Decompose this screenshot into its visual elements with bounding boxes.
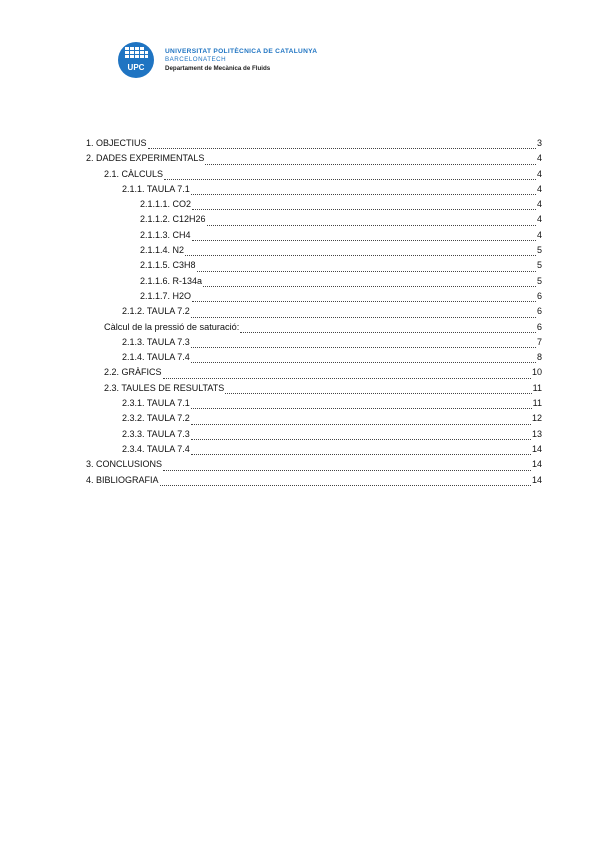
toc-leader-dots: [191, 362, 536, 363]
university-name: UNIVERSITAT POLITÈCNICA DE CATALUNYA: [165, 47, 318, 55]
toc-entry-page: 6: [536, 306, 542, 317]
toc-leader-dots: [160, 485, 531, 486]
toc-entry-label: 2.3. TAULES DE RESULTATS: [104, 382, 225, 393]
toc-entry-label: 2.1.1.7. H2O: [140, 290, 192, 301]
toc-entry-label: 1. OBJECTIUS: [86, 138, 147, 148]
toc-entry-label: 3. CONCLUSIONS: [86, 459, 163, 470]
table-of-contents: [86, 136, 542, 488]
toc-leader-dots: [191, 424, 531, 425]
toc-entry-page: 12: [531, 413, 542, 424]
toc-entry-label: 4. BIBLIOGRAFIA: [86, 474, 159, 485]
toc-entry-page: 10: [531, 367, 542, 378]
toc-entry-label: 2.2. GRÀFICS: [104, 367, 162, 378]
toc-entry[interactable]: [86, 167, 542, 182]
toc-entry-page: 4: [536, 153, 542, 164]
toc-entry-page: 3: [536, 138, 542, 148]
toc-entry-page: 14: [531, 459, 542, 470]
toc-entry-page: 4: [536, 214, 542, 225]
toc-entry-page: 4: [536, 229, 542, 240]
toc-entry-label: 2.1.1.4. N2: [140, 245, 185, 256]
toc-leader-dots: [148, 148, 536, 149]
toc-entry-page: 14: [531, 474, 542, 485]
toc-leader-dots: [225, 393, 531, 394]
toc-entry[interactable]: [86, 228, 542, 243]
department-name: Departament de Mecànica de Fluids: [165, 64, 271, 72]
toc-entry[interactable]: [86, 182, 542, 197]
toc-entry-page: 5: [536, 275, 542, 286]
toc-leader-dots: [203, 286, 536, 287]
toc-leader-dots: [164, 179, 536, 180]
toc-entry-label: 2.3.1. TAULA 7.1: [122, 398, 190, 409]
toc-entry-page: 4: [536, 183, 542, 194]
toc-entry-page: 14: [531, 443, 542, 454]
toc-entry[interactable]: [86, 365, 542, 380]
toc-entry[interactable]: [86, 274, 542, 289]
upc-logo: [117, 41, 159, 79]
toc-leader-dots: [192, 240, 536, 241]
toc-entry-page: 8: [536, 352, 542, 363]
toc-leader-dots: [192, 209, 536, 210]
toc-leader-dots: [207, 225, 536, 226]
toc-entry-label: 2.3.2. TAULA 7.2: [122, 413, 190, 424]
toc-leader-dots: [163, 470, 531, 471]
toc-leader-dots: [191, 439, 531, 440]
toc-entry-label: 2.1.1. TAULA 7.1: [122, 183, 190, 194]
toc-leader-dots: [191, 317, 536, 318]
toc-entry-label: 2.1.1.2. C12H26: [140, 214, 206, 225]
toc-entry-label: 2.1.1.3. CH4: [140, 229, 191, 240]
toc-entry[interactable]: [86, 381, 542, 396]
toc-entry[interactable]: [86, 289, 542, 304]
toc-leader-dots: [191, 194, 536, 195]
university-header: [117, 41, 317, 79]
logo-wordmark: [165, 48, 317, 73]
toc-leader-dots: [192, 301, 536, 302]
toc-entry-page: 11: [532, 398, 542, 409]
toc-entry[interactable]: [86, 136, 542, 151]
toc-entry[interactable]: [86, 243, 542, 258]
university-city: BARCELONATECH: [165, 55, 227, 63]
toc-entry-page: 6: [536, 290, 542, 301]
toc-entry[interactable]: [86, 212, 542, 227]
toc-leader-dots: [191, 347, 536, 348]
toc-leader-dots: [197, 271, 536, 272]
toc-entry[interactable]: [86, 457, 542, 472]
toc-leader-dots: [163, 378, 531, 379]
toc-entry-label: 2.1.1.1. CO2: [140, 199, 192, 210]
toc-entry[interactable]: [86, 411, 542, 426]
toc-entry-page: 5: [536, 245, 542, 256]
toc-entry-page: 4: [536, 168, 542, 179]
toc-entry[interactable]: [86, 320, 542, 335]
toc-entry-page: 7: [536, 336, 542, 347]
toc-entry-label: 2. DADES EXPERIMENTALS: [86, 153, 205, 164]
toc-leader-dots: [191, 408, 532, 409]
toc-entry-label: 2.1.1.6. R-134a: [140, 275, 203, 286]
toc-entry-page: 4: [536, 199, 542, 210]
toc-entry-label: 2.1.3. TAULA 7.3: [122, 336, 190, 347]
toc-entry-label: 2.3.3. TAULA 7.3: [122, 428, 190, 439]
toc-entry[interactable]: [86, 473, 542, 488]
toc-entry-page: 13: [531, 428, 542, 439]
toc-leader-dots: [205, 164, 536, 165]
toc-entry-page: 6: [536, 321, 542, 332]
toc-entry-label: 2.1.2. TAULA 7.2: [122, 306, 190, 317]
toc-entry-label: 2.1. CÀLCULS: [104, 168, 164, 179]
toc-entry[interactable]: [86, 151, 542, 166]
toc-entry-page: 11: [532, 382, 542, 393]
toc-entry-label: 2.1.1.5. C3H8: [140, 260, 196, 271]
toc-entry[interactable]: [86, 258, 542, 273]
toc-leader-dots: [240, 332, 536, 333]
toc-entry[interactable]: [86, 442, 542, 457]
toc-entry[interactable]: [86, 350, 542, 365]
toc-leader-dots: [191, 454, 531, 455]
toc-entry[interactable]: [86, 396, 542, 411]
toc-leader-dots: [185, 255, 536, 256]
toc-entry[interactable]: [86, 197, 542, 212]
toc-entry-page: 5: [536, 260, 542, 271]
toc-entry-label: 2.3.4. TAULA 7.4: [122, 443, 190, 454]
toc-entry-label: 2.1.4. TAULA 7.4: [122, 352, 190, 363]
toc-entry[interactable]: [86, 427, 542, 442]
toc-entry[interactable]: [86, 304, 542, 319]
logo-text: UPC: [127, 63, 145, 72]
toc-entry[interactable]: [86, 335, 542, 350]
toc-entry-label: Càlcul de la pressió de saturació:: [104, 321, 240, 332]
